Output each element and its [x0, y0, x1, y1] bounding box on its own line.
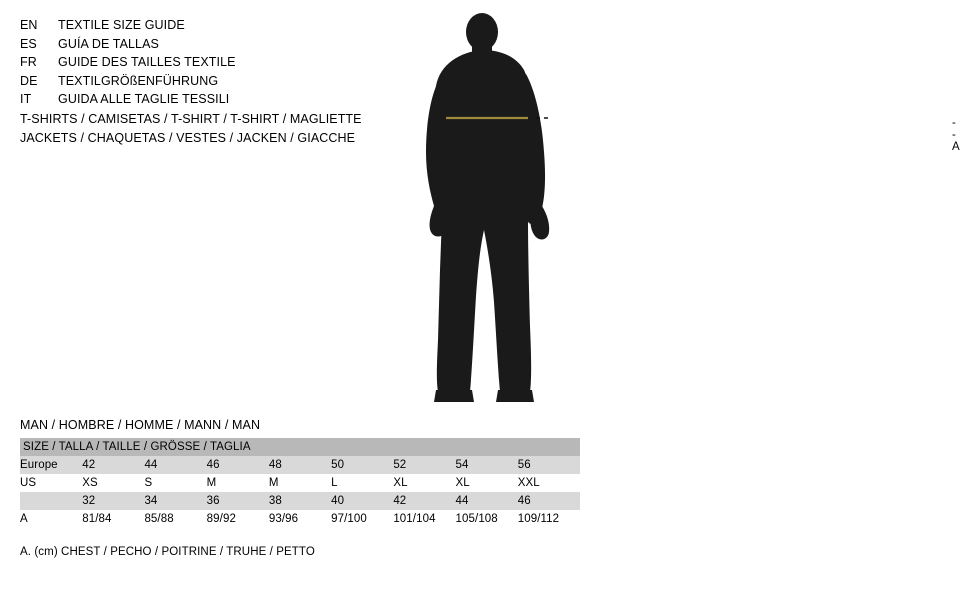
table-cell: 42	[393, 492, 455, 510]
table-cell: 54	[456, 456, 518, 474]
body-silhouette-figure	[400, 10, 960, 410]
table-cell: 81/84	[82, 510, 144, 528]
table-cell: 101/104	[393, 510, 455, 528]
size-table	[20, 438, 580, 528]
row-label: Europe	[20, 456, 82, 474]
table-row	[20, 492, 580, 510]
table-row	[20, 456, 580, 474]
row-label	[20, 492, 82, 510]
table-cell: S	[144, 474, 206, 492]
table-cell: 105/108	[456, 510, 518, 528]
language-code: ES	[20, 36, 37, 51]
measure-label-a: - - A	[952, 117, 960, 153]
category-jackets: JACKETS / CHAQUETAS / VESTES / JACKEN / GIACCHE	[20, 131, 356, 145]
language-text: TEXTILE SIZE GUIDE	[58, 18, 185, 32]
table-cell: XL	[456, 474, 518, 492]
table-cell: 56	[518, 456, 580, 474]
table-cell: 44	[456, 492, 518, 510]
table-row	[20, 474, 580, 492]
table-cell: 46	[207, 456, 269, 474]
language-code: DE	[20, 73, 38, 88]
table-cell: M	[207, 474, 269, 492]
table-cell: 38	[269, 492, 331, 510]
language-code: FR	[20, 55, 37, 69]
silhouette-svg	[400, 10, 600, 410]
table-cell: 48	[269, 456, 331, 474]
category-tshirts: T-SHIRTS / CAMISETAS / T-SHIRT / T-SHIRT / MAGLIETTE	[20, 112, 362, 126]
table-header-row	[20, 438, 580, 456]
table-cell: L	[331, 474, 393, 492]
table-cell: 85/88	[144, 510, 206, 528]
table-cell: 50	[331, 456, 393, 474]
table-cell: 42	[82, 456, 144, 474]
language-row	[20, 72, 350, 91]
table-title-man: MAN / HOMBRE / HOMME / MANN / MAN	[20, 418, 261, 432]
table-cell: 97/100	[331, 510, 393, 528]
table-cell: 34	[144, 492, 206, 510]
table-cell: XL	[393, 474, 455, 492]
garment-category-block	[20, 110, 420, 148]
language-code: EN	[20, 18, 38, 32]
table-cell: 52	[393, 456, 455, 474]
table-cell: 44	[144, 456, 206, 474]
table-cell: 32	[82, 492, 144, 510]
language-code: IT	[20, 92, 32, 106]
measurement-footnote: A. (cm) CHEST / PECHO / POITRINE / TRUHE / PETTO	[20, 546, 315, 558]
language-row	[20, 90, 350, 109]
table-cell: 93/96	[269, 510, 331, 528]
language-row	[20, 53, 350, 72]
language-title-block	[20, 16, 350, 109]
table-header-label: SIZE / TALLA / TAILLE / GRÖSSE / TAGLIA	[23, 441, 251, 453]
row-label: A	[20, 510, 82, 528]
language-text: GUIDE DES TAILLES TEXTILE	[58, 55, 236, 69]
table-cell: 36	[207, 492, 269, 510]
table-cell: 46	[518, 492, 580, 510]
language-row	[20, 16, 350, 35]
table-cell: 89/92	[207, 510, 269, 528]
table-cell: 109/112	[518, 510, 580, 528]
size-table-block	[20, 418, 580, 528]
language-text: TEXTILGRÖßENFÜHRUNG	[58, 73, 219, 88]
table-cell: 40	[331, 492, 393, 510]
row-label: US	[20, 474, 82, 492]
table-cell: M	[269, 474, 331, 492]
table-cell: XS	[82, 474, 144, 492]
language-row	[20, 35, 350, 54]
table-cell: XXL	[518, 474, 580, 492]
language-text: GUIDA ALLE TAGLIE TESSILI	[58, 92, 230, 106]
table-row	[20, 510, 580, 528]
language-text: GUÍA DE TALLAS	[58, 36, 159, 51]
